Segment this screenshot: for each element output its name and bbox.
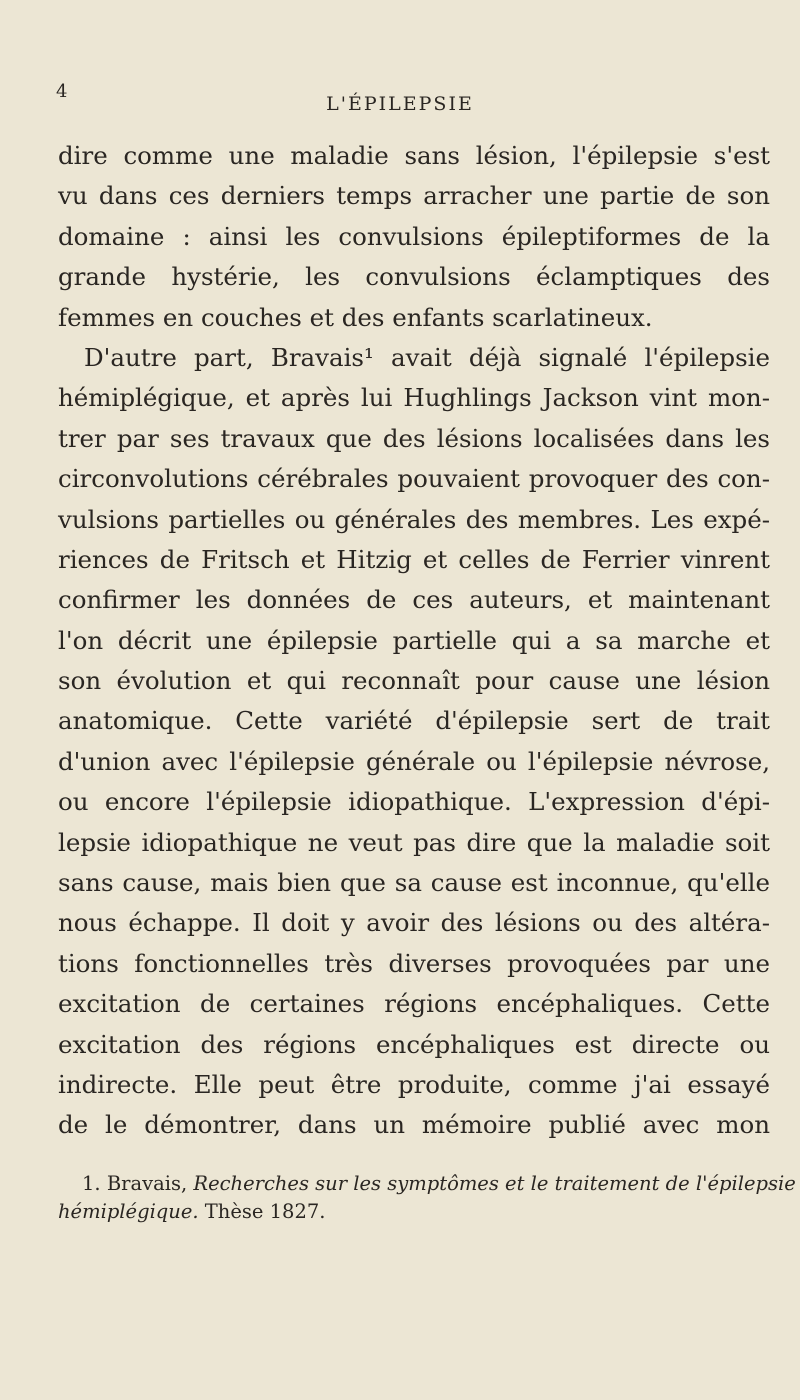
footnote-title: Recherches sur les symptômes et le traitement de l'épilepsie <box>193 1172 796 1195</box>
text-line: son évolution et qui reconnaît pour cause une lésion <box>58 666 770 696</box>
text-line: nous échappe. Il doit y avoir des lésions ou des altéra- <box>58 908 770 938</box>
text-line: domaine : ainsi les convulsions épileptiformes de la <box>58 221 770 251</box>
text-line: anatomique. Cette variété d'épilepsie sert de trait <box>58 706 770 736</box>
text-line: riences de Fritsch et Hitzig et celles de Ferrier vinrent <box>58 544 770 574</box>
text-line: tions fonctionnelles très diverses provoquées par une <box>58 948 770 978</box>
text-line: de le démontrer, dans un mémoire publié avec mon <box>58 1110 770 1140</box>
text-line: vu dans ces derniers temps arracher une partie de son <box>58 181 770 211</box>
text-line: indirecte. Elle peut être produite, comme j'ai essayé <box>58 1069 770 1099</box>
running-head: L'ÉPILEPSIE <box>326 93 474 115</box>
text-line: D'autre part, Bravais¹ avait déjà signalé l'épilepsie <box>84 342 770 372</box>
text-line: hémiplégique, et après lui Hughlings Jackson vint mon- <box>58 383 770 413</box>
footnote-line <box>58 1170 796 1198</box>
text-line: lepsie idiopathique ne veut pas dire que la maladie soit <box>58 827 770 857</box>
text-line: grande hystérie, les convulsions éclamptiques des <box>58 262 770 292</box>
text-line: femmes en couches et des enfants scarlatineux. <box>58 302 653 332</box>
text-line: vulsions partielles ou générales des membres. Les expé- <box>58 504 770 534</box>
footnote-title-cont: hémiplégique. <box>58 1200 199 1223</box>
text-line: dire comme une maladie sans lésion, l'épilepsie s'est <box>58 141 770 170</box>
footnote-line <box>58 1198 770 1226</box>
page-number: 4 <box>56 81 68 102</box>
text-line: trer par ses travaux que des lésions localisées dans les <box>58 423 770 453</box>
text-line: circonvolutions cérébrales pouvaient provoquer des con- <box>58 464 770 494</box>
footnote <box>58 1170 796 1226</box>
text-line: excitation des régions encéphaliques est directe ou <box>58 1029 770 1059</box>
text-line: confirmer les données de ces auteurs, et maintenant <box>58 585 770 615</box>
text-line: d'union avec l'épilepsie générale ou l'épilepsie névrose, <box>58 746 770 776</box>
footnote-author: Bravais, <box>106 1172 188 1195</box>
text-line: l'on décrit une épilepsie partielle qui a sa marche et <box>58 625 770 655</box>
text-line: ou encore l'épilepsie idiopathique. L'expression d'épi- <box>58 787 770 817</box>
footnote-tail: Thèse 1827. <box>204 1200 326 1223</box>
body-text <box>58 136 770 1146</box>
text-line: excitation de certaines régions encéphaliques. Cette <box>58 989 770 1019</box>
text-line: sans cause, mais bien que sa cause est inconnue, qu'elle <box>58 868 770 898</box>
footnote-marker: 1. <box>82 1172 101 1195</box>
